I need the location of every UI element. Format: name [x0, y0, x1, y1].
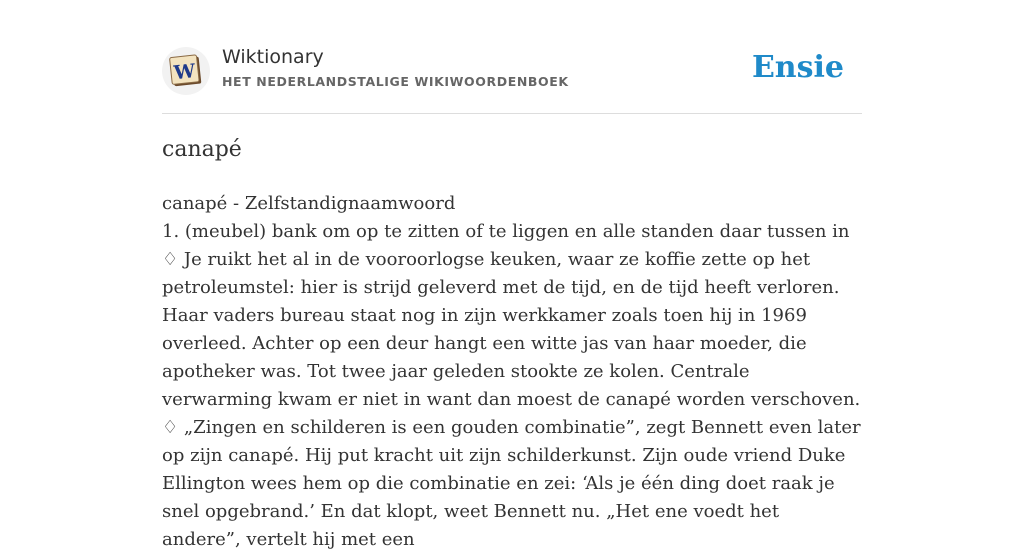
entry-word: canapé	[162, 137, 242, 162]
site-subtitle: HET NEDERLANDSTALIGE WIKIWOORDENBOEK	[222, 74, 569, 89]
wiktionary-logo-icon[interactable]	[162, 47, 210, 95]
ensie-brand-logo[interactable]: Ensie	[751, 50, 844, 85]
header-divider	[162, 113, 862, 114]
entry-content	[162, 190, 862, 554]
logo-letter: W	[172, 60, 197, 85]
definition-1: 1. (meubel) bank om op te zitten of te liggen en alle standen daar tussen in	[162, 221, 850, 242]
page	[162, 0, 862, 550]
part-of-speech-line: canapé - Zelfstandignaamwoord	[162, 193, 456, 214]
example-quote-2: ♢ „Zingen en schilderen is een gouden combinatie”, zegt Bennett even later op zijn canapé. Hij put kracht uit zijn schilderkunst. Zijn oude vriend Duke Ellington wees hem op die combinatie en zei: ‘Als je één ding doet raak je snel opgebrand.’ En dat klopt, weet Bennett nu. „Het ene voedt het andere”, vertelt hij met een	[162, 417, 861, 550]
example-quote-1: ♢ Je ruikt het al in de vooroorlogse keuken, waar ze koffie zette op het petroleumstel: hier is strijd geleverd met de tijd, en de tijd heeft verloren. Haar vaders bureau staat nog in zijn werkkamer zoals toen hij in 1969 overleed. Achter op een deur hangt een witte jas van haar moeder, die apotheker was. Tot twee jaar geleden stookte ze kolen. Centrale verwarming kwam er niet in want dan moest de canapé worden verschoven.	[162, 249, 861, 410]
site-title[interactable]: Wiktionary	[222, 46, 324, 68]
site-header	[162, 45, 862, 97]
